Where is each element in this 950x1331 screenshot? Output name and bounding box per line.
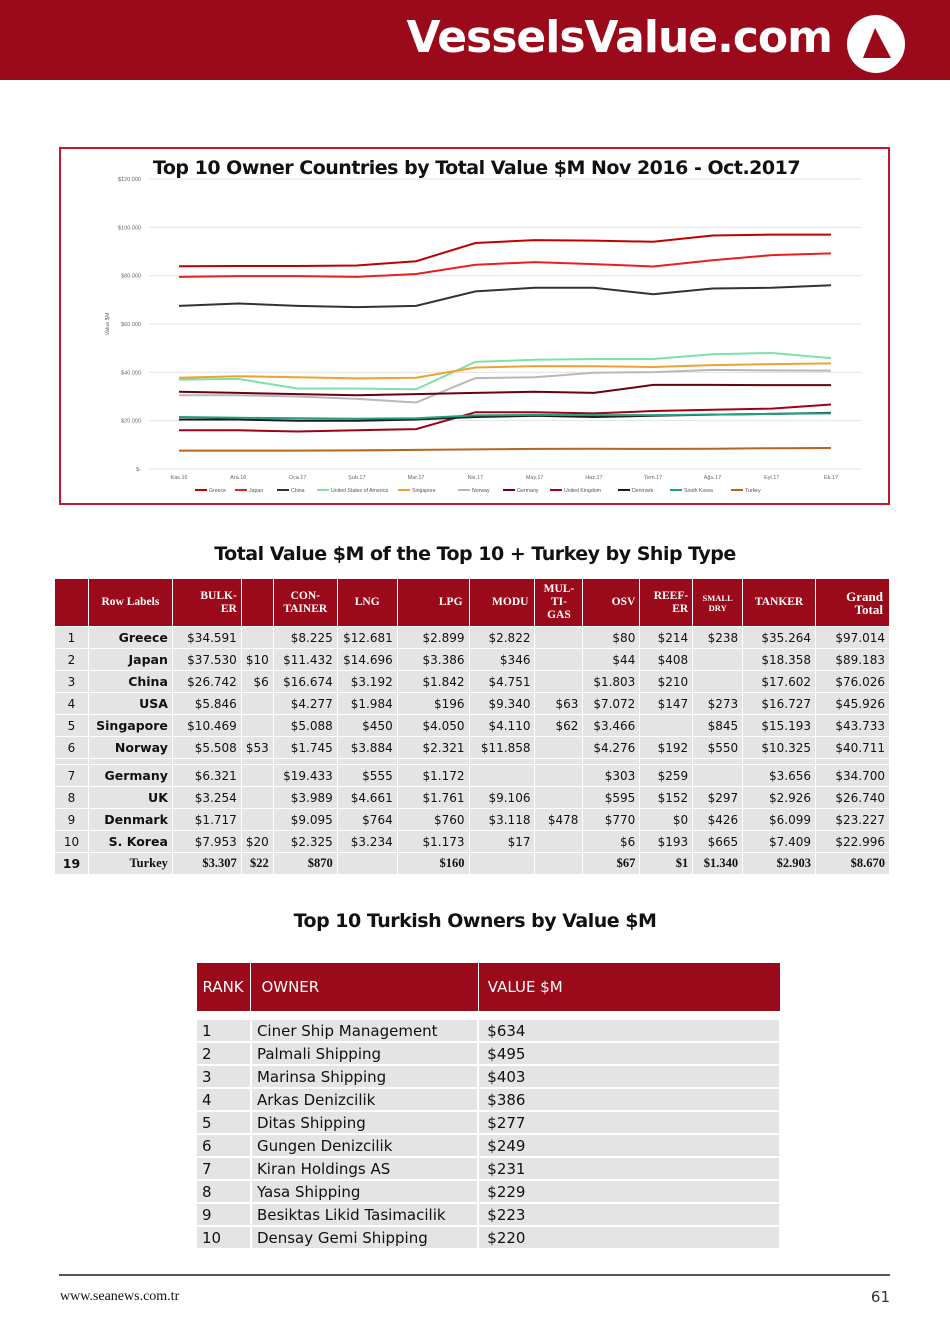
row-rank: 4 — [55, 693, 89, 715]
x-tick-label: Ağu.17 — [703, 475, 722, 481]
footer-divider — [59, 1274, 890, 1276]
table-row — [55, 715, 890, 737]
value-cell: $273 — [693, 693, 743, 715]
value-cell: $214 — [640, 627, 693, 649]
x-tick-label: Kas.16 — [170, 475, 188, 481]
value-cell: $10 — [241, 649, 273, 671]
legend-label: Greece — [209, 488, 227, 494]
value-cell: $303 — [583, 765, 640, 787]
header-row-labels: Row Labels — [88, 579, 172, 627]
table-row — [55, 765, 890, 787]
table-row — [196, 1180, 780, 1203]
value-cell — [241, 693, 273, 715]
row-country: Norway — [88, 737, 172, 759]
value-cell: $44 — [583, 649, 640, 671]
value-cell: $4.751 — [469, 671, 535, 693]
owners-table-title: Top 10 Turkish Owners by Value $M — [293, 910, 657, 932]
value-cell: $62 — [535, 715, 583, 737]
owner-name: Besiktas Likid Tasimacilik — [251, 1203, 478, 1226]
value-cell: $9.106 — [469, 787, 535, 809]
ship-type-table — [54, 578, 890, 875]
header-spacer — [196, 1011, 780, 1019]
value-cell: $97.014 — [816, 627, 890, 649]
value-cell: $3.989 — [273, 787, 337, 809]
value-cell: $555 — [337, 765, 397, 787]
y-tick-label: $60.000 — [121, 322, 141, 328]
value-cell: $22 — [241, 853, 273, 875]
owner-value: $229 — [478, 1180, 780, 1203]
value-cell: $17 — [469, 831, 535, 853]
x-tick-label: Şub.17 — [348, 475, 366, 481]
legend-label: United States of America — [331, 488, 389, 494]
table-row — [55, 787, 890, 809]
value-cell — [693, 649, 743, 671]
value-cell: $3.307 — [172, 853, 241, 875]
value-cell — [535, 627, 583, 649]
value-cell — [535, 787, 583, 809]
header-owner: OWNER — [251, 963, 478, 1011]
table-row — [196, 1134, 780, 1157]
series-line-norway — [179, 370, 831, 403]
x-tick-label: Ek.17 — [823, 475, 839, 481]
value-cell: $11.858 — [469, 737, 535, 759]
value-cell: $1.803 — [583, 671, 640, 693]
brand-wordmark: VesselsValue.com — [406, 12, 832, 63]
owner-name: Kiran Holdings AS — [251, 1157, 478, 1180]
table-row — [196, 1226, 780, 1249]
row-country: Singapore — [88, 715, 172, 737]
value-cell: $26.740 — [816, 787, 890, 809]
value-cell: $1.340 — [693, 853, 743, 875]
value-cell: $53 — [241, 737, 273, 759]
header-value: VALUE $M — [478, 963, 780, 1011]
value-cell — [241, 765, 273, 787]
value-cell: $6 — [241, 671, 273, 693]
owner-rank: 1 — [196, 1019, 251, 1042]
row-country: UK — [88, 787, 172, 809]
value-cell: $14.696 — [337, 649, 397, 671]
value-cell: $76.026 — [816, 671, 890, 693]
header-tanker: TANKER — [743, 579, 816, 627]
value-cell: $764 — [337, 809, 397, 831]
table-row — [55, 831, 890, 853]
value-cell: $259 — [640, 765, 693, 787]
page-number: 61 — [870, 1288, 890, 1306]
header-osv: OSV — [583, 579, 640, 627]
header-modu: MODU — [469, 579, 535, 627]
row-country: Japan — [88, 649, 172, 671]
y-tick-label: $40.000 — [121, 370, 141, 377]
value-cell: $770 — [583, 809, 640, 831]
ship-table-title: Total Value $M of the Top 10 + Turkey by Ship Type — [214, 543, 736, 565]
row-country: China — [88, 671, 172, 693]
header-grand-total: Grand Total — [816, 579, 890, 627]
value-cell: $16.727 — [743, 693, 816, 715]
value-cell: $9.095 — [273, 809, 337, 831]
owner-rank: 9 — [196, 1203, 251, 1226]
value-cell: $3.118 — [469, 809, 535, 831]
value-cell: $12.681 — [337, 627, 397, 649]
value-cell — [535, 765, 583, 787]
value-cell: $34.700 — [816, 765, 890, 787]
owner-name: Palmali Shipping — [251, 1042, 478, 1065]
value-cell: $15.193 — [743, 715, 816, 737]
value-cell: $1.745 — [273, 737, 337, 759]
series-line-south-korea — [179, 413, 831, 418]
value-cell — [693, 765, 743, 787]
x-tick-label: Nis.17 — [467, 475, 484, 481]
value-cell: $4.110 — [469, 715, 535, 737]
value-cell — [640, 715, 693, 737]
series-line-greece — [179, 235, 831, 267]
value-cell: $8.670 — [816, 853, 890, 875]
value-cell: $193 — [640, 831, 693, 853]
x-tick-label: Ara.16 — [230, 475, 247, 481]
owner-value: $634 — [478, 1019, 780, 1042]
row-rank: 7 — [55, 765, 89, 787]
value-cell: $147 — [640, 693, 693, 715]
value-cell: $7.072 — [583, 693, 640, 715]
owner-name: Marinsa Shipping — [251, 1065, 478, 1088]
value-cell: $19.433 — [273, 765, 337, 787]
owner-value: $277 — [478, 1111, 780, 1134]
table-row — [196, 1203, 780, 1226]
owner-name: Gungen Denizcilik — [251, 1134, 478, 1157]
owner-rank: 5 — [196, 1111, 251, 1134]
turkey-row — [55, 853, 890, 875]
value-cell: $550 — [693, 737, 743, 759]
owner-rank: 8 — [196, 1180, 251, 1203]
series-line-china — [179, 285, 831, 307]
value-cell: $297 — [693, 787, 743, 809]
value-cell: $152 — [640, 787, 693, 809]
value-cell: $426 — [693, 809, 743, 831]
value-cell: $3.656 — [743, 765, 816, 787]
table-row — [196, 1157, 780, 1180]
owner-value: $249 — [478, 1134, 780, 1157]
value-cell: $1.172 — [397, 765, 469, 787]
table-row — [55, 649, 890, 671]
value-cell: $11.432 — [273, 649, 337, 671]
value-cell: $3.254 — [172, 787, 241, 809]
value-cell: $238 — [693, 627, 743, 649]
value-cell — [535, 831, 583, 853]
legend-label: South Korea — [684, 488, 713, 494]
value-cell: $665 — [693, 831, 743, 853]
legend-label: Turkey — [745, 488, 761, 494]
legend-label: United Kingdom — [564, 488, 601, 494]
row-rank: 1 — [55, 627, 89, 649]
row-rank: 3 — [55, 671, 89, 693]
y-tick-label: $- — [136, 467, 141, 473]
value-cell: $4.050 — [397, 715, 469, 737]
value-cell: $34.591 — [172, 627, 241, 649]
value-cell: $1.984 — [337, 693, 397, 715]
series-line-turkey — [179, 448, 831, 451]
series-line-germany — [179, 385, 831, 395]
value-cell: $1.717 — [172, 809, 241, 831]
row-country: Turkey — [88, 853, 172, 875]
row-country: Germany — [88, 765, 172, 787]
value-cell: $89.183 — [816, 649, 890, 671]
row-rank: 6 — [55, 737, 89, 759]
owner-rank: 2 — [196, 1042, 251, 1065]
value-cell — [337, 853, 397, 875]
owner-name: Ditas Shipping — [251, 1111, 478, 1134]
value-cell: $450 — [337, 715, 397, 737]
table-row — [55, 671, 890, 693]
row-rank: 2 — [55, 649, 89, 671]
value-cell: $478 — [535, 809, 583, 831]
series-line-united-states-of-america — [179, 353, 831, 389]
table-row — [55, 627, 890, 649]
value-cell: $2.325 — [273, 831, 337, 853]
legend-label: China — [291, 488, 305, 494]
legend-label: Germany — [517, 488, 539, 494]
value-cell: $160 — [397, 853, 469, 875]
legend-label: Norway — [472, 488, 490, 494]
value-cell: $2.903 — [743, 853, 816, 875]
value-cell — [241, 787, 273, 809]
row-country: USA — [88, 693, 172, 715]
owner-rank: 3 — [196, 1065, 251, 1088]
table-row — [55, 737, 890, 759]
row-rank: 19 — [55, 853, 89, 875]
value-cell: $192 — [640, 737, 693, 759]
value-cell: $10.325 — [743, 737, 816, 759]
value-cell: $1.761 — [397, 787, 469, 809]
value-cell: $37.530 — [172, 649, 241, 671]
value-cell: $760 — [397, 809, 469, 831]
owner-value: $223 — [478, 1203, 780, 1226]
value-cell: $10.469 — [172, 715, 241, 737]
value-cell: $5.088 — [273, 715, 337, 737]
value-cell: $210 — [640, 671, 693, 693]
value-cell: $1.842 — [397, 671, 469, 693]
row-country: Denmark — [88, 809, 172, 831]
value-cell: $845 — [693, 715, 743, 737]
header-container: CON- TAINER — [273, 579, 337, 627]
value-cell: $6 — [583, 831, 640, 853]
spacer-cell — [196, 1011, 251, 1019]
x-tick-label: Mar.17 — [407, 475, 425, 481]
owner-name: Yasa Shipping — [251, 1180, 478, 1203]
value-cell: $595 — [583, 787, 640, 809]
value-cell: $5.846 — [172, 693, 241, 715]
value-cell: $870 — [273, 853, 337, 875]
table-row — [55, 809, 890, 831]
value-cell: $8.225 — [273, 627, 337, 649]
value-cell — [241, 715, 273, 737]
row-country: S. Korea — [88, 831, 172, 853]
value-cell: $4.277 — [273, 693, 337, 715]
owner-value: $403 — [478, 1065, 780, 1088]
header-small-dry: SMALL DRY — [693, 579, 743, 627]
header-bar — [0, 0, 950, 80]
row-rank: 10 — [55, 831, 89, 853]
x-tick-label: Eyl.17 — [764, 475, 780, 481]
x-tick-label: Haz.17 — [585, 475, 603, 481]
value-cell: $18.358 — [743, 649, 816, 671]
value-cell: $16.674 — [273, 671, 337, 693]
owner-value: $386 — [478, 1088, 780, 1111]
y-tick-label: $120.000 — [118, 177, 141, 183]
value-cell: $2.321 — [397, 737, 469, 759]
value-cell: $3.466 — [583, 715, 640, 737]
owner-name: Arkas Denizcilik — [251, 1088, 478, 1111]
value-cell: $20 — [241, 831, 273, 853]
value-cell: $4.661 — [337, 787, 397, 809]
legend-label: Japan — [249, 488, 264, 494]
footer-url: www.seanews.com.tr — [60, 1289, 180, 1304]
row-rank: 9 — [55, 809, 89, 831]
header-multigas: MUL- TI- GAS — [535, 579, 583, 627]
play-logo-icon — [846, 14, 906, 74]
value-cell: $196 — [397, 693, 469, 715]
value-cell: $40.711 — [816, 737, 890, 759]
value-cell: $6.099 — [743, 809, 816, 831]
spacer-cell — [251, 1011, 478, 1019]
owner-rank: 4 — [196, 1088, 251, 1111]
owner-rank: 10 — [196, 1226, 251, 1249]
ship-table-header-row — [55, 579, 890, 627]
value-cell: $2.926 — [743, 787, 816, 809]
value-cell — [469, 765, 535, 787]
x-tick-label: May.17 — [525, 475, 544, 481]
value-cell — [693, 671, 743, 693]
line-chart-canvas — [61, 149, 892, 507]
value-cell: $7.953 — [172, 831, 241, 853]
value-cell — [535, 737, 583, 759]
y-axis-label: Value $M — [105, 312, 111, 336]
x-tick-label: Tem.17 — [644, 475, 663, 481]
value-cell: $80 — [583, 627, 640, 649]
legend-label: Singapore — [412, 488, 436, 494]
owners-header-row — [196, 963, 780, 1011]
table-row — [196, 1065, 780, 1088]
value-cell: $2.899 — [397, 627, 469, 649]
value-cell: $3.192 — [337, 671, 397, 693]
header-rank — [55, 579, 89, 627]
table-row — [196, 1111, 780, 1134]
y-tick-label: $20.000 — [121, 418, 141, 425]
x-tick-label: Oca.17 — [288, 475, 307, 481]
value-cell: $63 — [535, 693, 583, 715]
header-lpg: LPG — [397, 579, 469, 627]
value-cell: $23.227 — [816, 809, 890, 831]
owner-name: Densay Gemi Shipping — [251, 1226, 478, 1249]
header-rank: RANK — [196, 963, 251, 1011]
owner-name: Ciner Ship Management — [251, 1019, 478, 1042]
table-row — [196, 1042, 780, 1065]
value-cell: $22.996 — [816, 831, 890, 853]
value-cell: $408 — [640, 649, 693, 671]
header-bulker: BULK- ER — [172, 579, 241, 627]
spacer-cell — [478, 1011, 780, 1019]
value-cell: $7.409 — [743, 831, 816, 853]
value-cell: $45.926 — [816, 693, 890, 715]
value-cell: $3.884 — [337, 737, 397, 759]
value-cell: $2.822 — [469, 627, 535, 649]
row-country: Greece — [88, 627, 172, 649]
header-lng: LNG — [337, 579, 397, 627]
value-cell: $4.276 — [583, 737, 640, 759]
owner-rank: 6 — [196, 1134, 251, 1157]
value-cell — [469, 853, 535, 875]
value-cell: $26.742 — [172, 671, 241, 693]
header-reefer: REEF- ER — [640, 579, 693, 627]
value-cell — [535, 671, 583, 693]
header-blank — [241, 579, 273, 627]
value-cell: $67 — [583, 853, 640, 875]
value-cell: $9.340 — [469, 693, 535, 715]
table-row — [55, 693, 890, 715]
value-cell — [241, 809, 273, 831]
owner-value: $231 — [478, 1157, 780, 1180]
value-cell: $6.321 — [172, 765, 241, 787]
legend-label: Denmark — [632, 488, 654, 494]
value-cell — [535, 853, 583, 875]
value-cell — [241, 627, 273, 649]
value-cell: $17.602 — [743, 671, 816, 693]
owner-value: $220 — [478, 1226, 780, 1249]
value-cell: $3.386 — [397, 649, 469, 671]
value-cell: $1 — [640, 853, 693, 875]
value-cell: $35.264 — [743, 627, 816, 649]
y-tick-label: $80.000 — [121, 273, 141, 280]
owner-countries-chart — [59, 147, 890, 505]
y-tick-label: $100.000 — [118, 225, 141, 232]
value-cell: $346 — [469, 649, 535, 671]
value-cell — [535, 649, 583, 671]
owner-value: $495 — [478, 1042, 780, 1065]
turkish-owners-table — [195, 963, 781, 1250]
row-rank: 5 — [55, 715, 89, 737]
owner-rank: 7 — [196, 1157, 251, 1180]
table-row — [196, 1019, 780, 1042]
chart-title: Top 10 Owner Countries by Total Value $M Nov 2016 - Oct.2017 — [152, 157, 801, 179]
value-cell: $1.173 — [397, 831, 469, 853]
value-cell: $3.234 — [337, 831, 397, 853]
value-cell: $5.508 — [172, 737, 241, 759]
value-cell: $43.733 — [816, 715, 890, 737]
row-rank: 8 — [55, 787, 89, 809]
value-cell: $0 — [640, 809, 693, 831]
table-row — [196, 1088, 780, 1111]
